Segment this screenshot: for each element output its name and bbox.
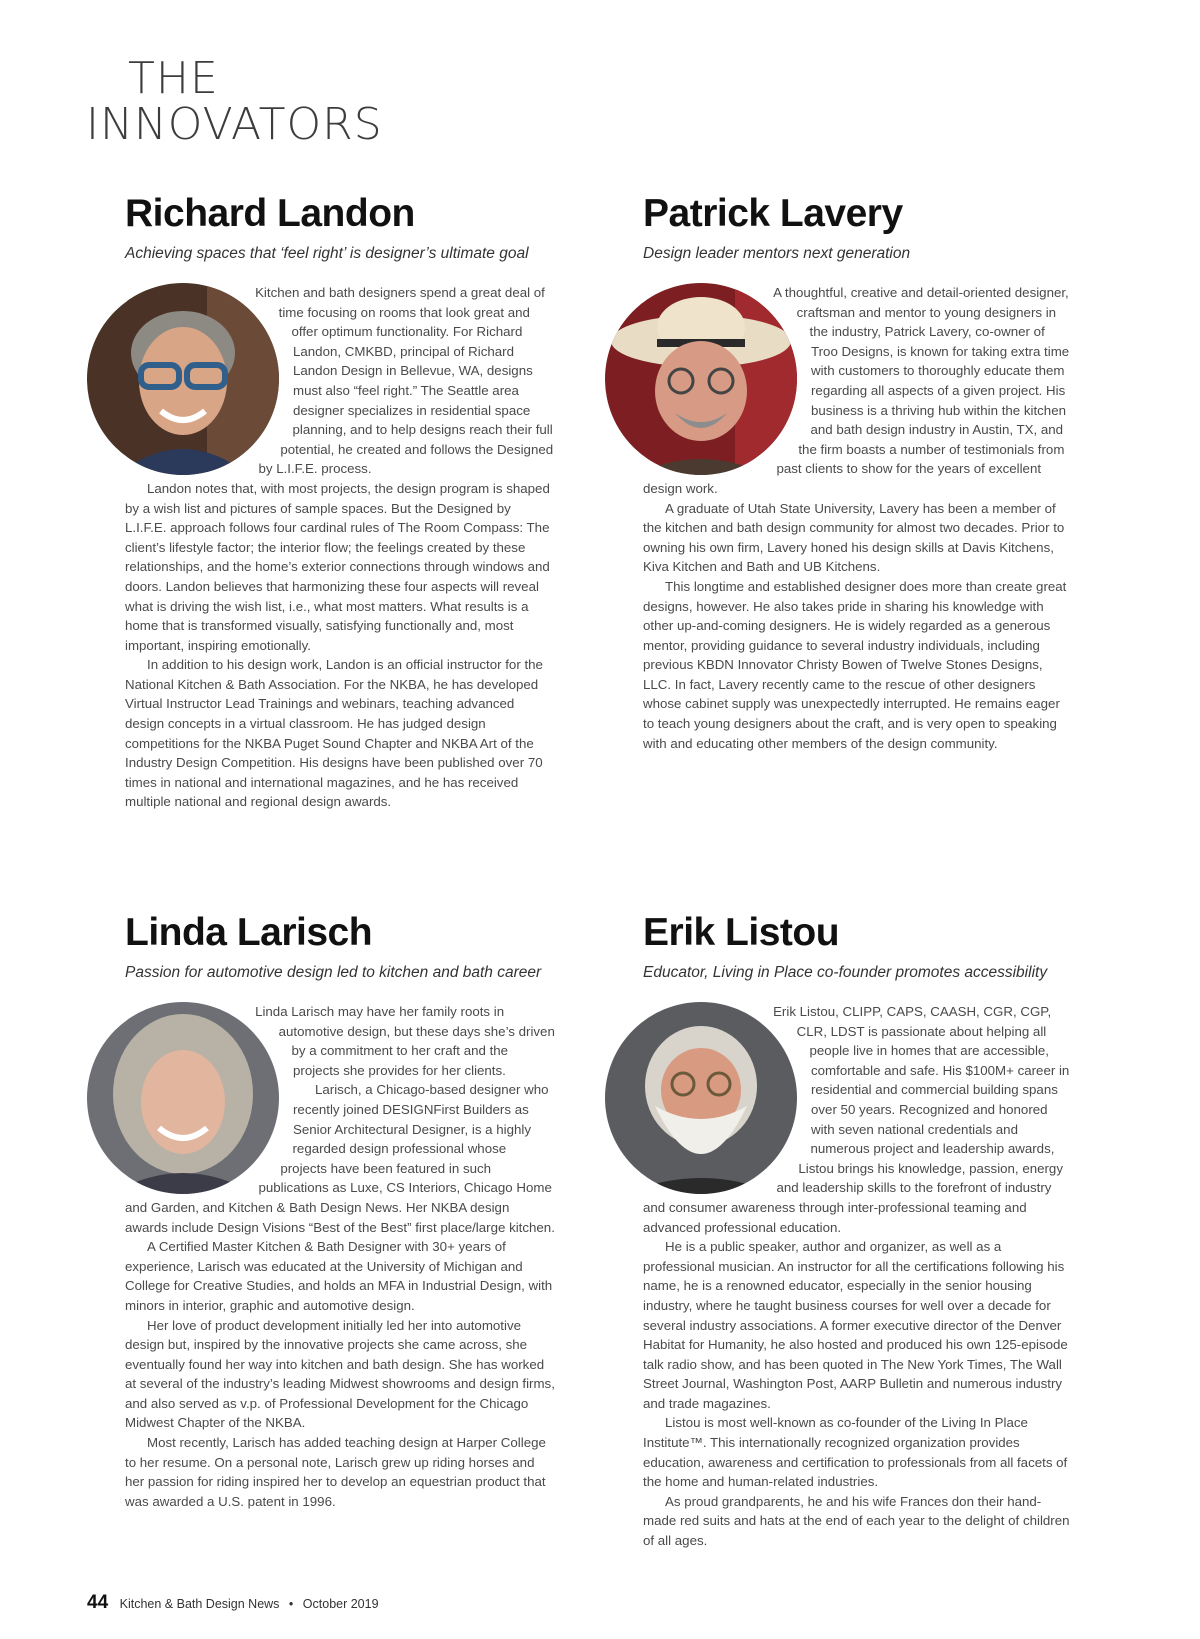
profile-name: Richard Landon	[125, 192, 415, 235]
profile-name: Linda Larisch	[125, 911, 373, 954]
profile-erik-listou	[643, 911, 1073, 1551]
profile-deck: Educator, Living in Place co-founder promotes accessibility	[643, 964, 1048, 981]
section-masthead	[86, 53, 383, 150]
issue-date: October 2019	[302, 1597, 379, 1611]
paragraph: Landon notes that, with most projects, the design program is shaped by a wish list and pictures of sample spaces. But the Designed by L.I.F.E. approach follows four cardinal rules of The Room Compass: The client’s lifestyle factor; the interior flow; the feelings created by these relationships, and the home’s exterior connections through windows and doors. Landon believes that harmonizing these four aspects will reveal what is driving the wish list, i.e., what most matters. What results is a home that is transformed visually, satisfying functionally and, most important, inspiring emotionally.	[125, 480, 550, 653]
profile-body	[125, 1002, 555, 1511]
portrait-photo	[87, 283, 279, 475]
paragraph: A Certified Master Kitchen & Bath Designer with 30+ years of experience, Larisch was educated at the University of Michigan and College for Creative Studies, and holds an MFA in Industrial Design, with minors in interior, graphic and automotive design.	[125, 1239, 553, 1313]
profile-deck: Achieving spaces that ‘feel right’ is designer’s ultimate goal	[125, 245, 529, 262]
masthead-line1: THE	[128, 53, 219, 104]
page-footer	[87, 1592, 379, 1614]
paragraph: He is a public speaker, author and organizer, as well as a professional musician. An instructor for all the certifications following his name, he is a renowned educator, especially in the senior housing industry, where he taught business courses for well over a decade for several industry associations. A former executive director of the Denver Habitat for Humanity, he also hosted and produced his own 125-episode talk radio show, and has been quoted in The New York Times, The Wall Street Journal, Washington Post, AARP Bulletin and numerous industry and trade magazines.	[643, 1239, 1068, 1411]
profile-body	[643, 283, 1073, 753]
portrait-photo	[605, 283, 797, 475]
paragraph: Listou is most well-known as co-founder of the Living In Place Institute™. This internationally recognized organization provides education, awareness and certification to professionals from all facets of the home and human-related industries.	[643, 1415, 1068, 1490]
paragraph: A thoughtful, creative and detail-oriented designer, craftsman and mentor to young designers in the industry, Patrick Lavery, co-owner of Troo Designs, is known for taking extra time with customers to thoroughly educate them regarding all aspects of a given project. His business is a thriving hub within the kitchen and bath design industry in Austin, TX, and the firm boasts a number of testimonials from past clients to show for the years of excellent design work.	[643, 285, 1070, 496]
paragraph: As proud grandparents, he and his wife Frances don their hand-made red suits and hats at the end of each year to the delight of children of all ages.	[643, 1493, 1070, 1549]
publication-name: Kitchen & Bath Design News	[119, 1597, 280, 1611]
footer-separator: •	[288, 1597, 294, 1611]
page-number: 44	[87, 1592, 109, 1613]
paragraph: Larisch, a Chicago-based designer who recently joined DESIGNFirst Builders as Senior Architectural Designer, is a highly regarded design professional whose projects have been featured in such publications as Luxe, CS Interiors, Chicago Home and Garden, and Kitchen & Bath Design News. Her NKBA design awards include Design Visions “Best of the Best” first place/large kitchen.	[125, 1082, 555, 1235]
profile-body	[643, 1002, 1073, 1551]
profile-name: Patrick Lavery	[643, 192, 903, 235]
paragraph: Her love of product development initially led her into automotive design but, inspired by the innovative projects she came across, she eventually found her way into kitchen and bath design. She has worked at several of the industry’s leading Midwest showrooms and design firms, and also served as v.p. of Professional Development for the Chicago Midwest Chapter of the NKBA.	[125, 1317, 555, 1431]
profile-deck: Passion for automotive design led to kitchen and bath career	[125, 964, 542, 981]
profile-deck: Design leader mentors next generation	[643, 245, 911, 262]
paragraph: Most recently, Larisch has added teaching design at Harper College to her resume. On a personal note, Larisch grew up riding horses and her passion for riding inspired her to develop an equestrian product that was awarded a U.S. patent in 1996.	[125, 1435, 546, 1509]
paragraph: In addition to his design work, Landon is an official instructor for the National Kitchen & Bath Association. For the NKBA, he has developed Virtual Instructor Lead Trainings and webinars, teaching advanced design concepts in a virtual classroom. He has judged design competitions for the NKBA Puget Sound Chapter and NKBA Art of the Industry Design Competition. His designs have been published over 70 times in national and international magazines, and he has received multiple national and regional design awards.	[125, 657, 543, 810]
profile-linda-larisch	[125, 911, 555, 1511]
portrait-photo	[87, 1002, 279, 1194]
profile-name: Erik Listou	[643, 911, 840, 954]
paragraph: Kitchen and bath designers spend a great deal of time focusing on rooms that look great and offer optimum functionality. For Richard Landon, CMKBD, principal of Richard Landon Design in Bellevue, WA, designs must also “feel right.” The Seattle area designer specializes in residential space planning, and to help designs reach their full potential, he created and follows the Designed by L.I.F.E. process.	[255, 285, 554, 477]
paragraph: Linda Larisch may have her family roots in automotive design, but these days she’s driven by a commitment to her craft and the projects she provides for her clients.	[255, 1004, 555, 1078]
paragraph: Erik Listou, CLIPP, CAPS, CAASH, CGR, CGP, CLR, LDST is passionate about helping all people live in homes that are accessible, comfortable and safe. His $100M+ career in residential and commercial building spans over 50 years. Recognized and honored with seven national credentials and numerous project and leadership awards, Listou brings his knowledge, passion, energy and leadership skills to the forefront of industry and consumer awareness through inter-professional teaming and advanced professional education.	[643, 1004, 1070, 1235]
profile-patrick-lavery	[643, 192, 1073, 753]
portrait-photo	[605, 1002, 797, 1194]
masthead-line2: INNOVATORS	[86, 99, 383, 150]
paragraph: This longtime and established designer does more than create great designs, however. He also takes pride in sharing his knowledge with other up-and-coming designers. He is widely regarded as a generous mentor, providing guidance to several industry individuals, including previous KBDN Innovator Christy Bowen of Twelve Stones Designs, LLC. In fact, Lavery recently came to the rescue of other designers whose cabinet supply was unexpectedly interrupted. He remains eager to teach young designers about the craft, and is very open to speaking with and educating other members of the design community.	[643, 578, 1067, 751]
profile-body	[125, 283, 555, 812]
profile-richard-landon	[125, 192, 555, 812]
paragraph: A graduate of Utah State University, Lavery has been a member of the kitchen and bath design community for almost two decades. Prior to owning his own firm, Lavery honed his design skills at Davis Kitchens, Kiva Kitchen and Bath and UB Kitchens.	[643, 500, 1065, 575]
